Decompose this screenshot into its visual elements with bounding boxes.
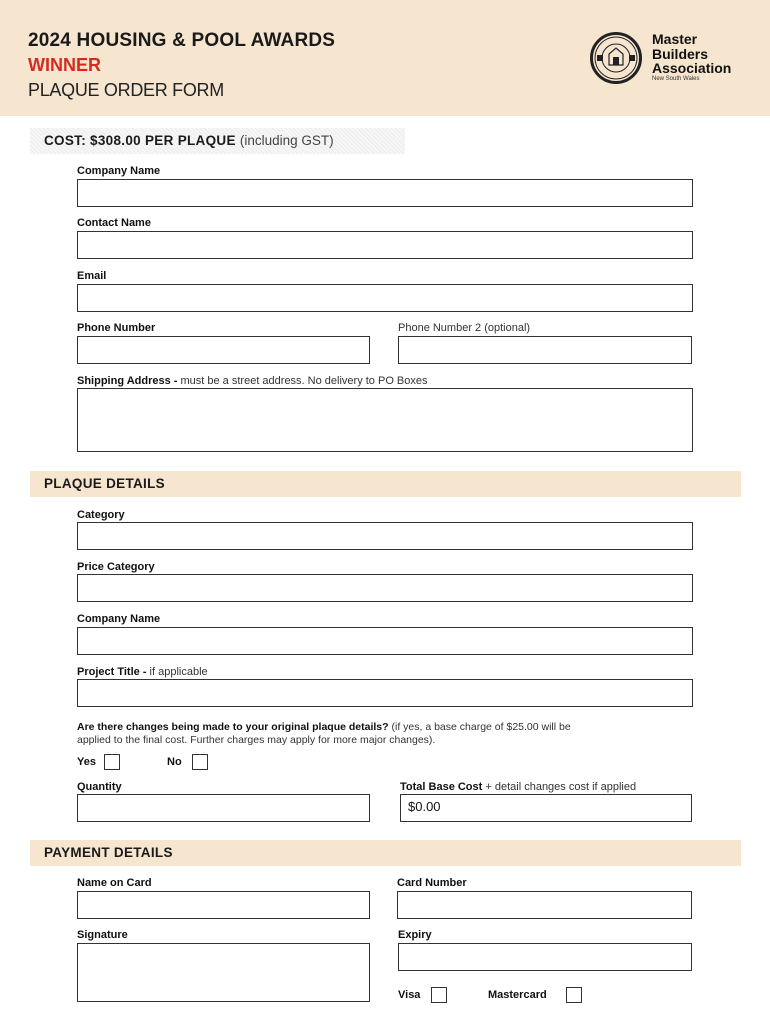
email-label: Email (77, 270, 107, 282)
mastercard-checkbox[interactable] (566, 987, 582, 1003)
project-title-note: if applicable (149, 666, 208, 678)
yes-label: Yes (77, 756, 96, 768)
visa-label: Visa (398, 989, 421, 1001)
project-title-label: Project Title - if applicable (77, 666, 208, 678)
winner-label: WINNER (28, 55, 101, 75)
phone2-label: Phone Number 2 (optional) (398, 322, 531, 334)
expiry-label: Expiry (398, 929, 432, 941)
name-on-card-input[interactable] (77, 891, 370, 919)
signature-label: Signature (77, 929, 128, 941)
name-on-card-label: Name on Card (77, 877, 152, 889)
card-number-label: Card Number (397, 877, 467, 889)
form-title: 2024 HOUSING & POOL AWARDS (28, 30, 336, 51)
email-input[interactable] (77, 284, 693, 312)
price-category-input[interactable] (77, 574, 693, 602)
shipping-note: must be a street address. No delivery to PO Boxes (180, 375, 428, 387)
no-label: No (167, 756, 182, 768)
category-label: Category (77, 509, 125, 521)
contact-name-label: Contact Name (77, 217, 151, 229)
signature-input[interactable] (77, 943, 370, 1002)
total-base-cost-field[interactable]: $0.00 (400, 794, 692, 822)
yes-checkbox[interactable] (104, 754, 120, 770)
cost-label: COST: $308.00 PER PLAQUE (44, 133, 236, 148)
payment-details-header (30, 840, 741, 866)
total-base-cost-label: Total Base Cost + detail changes cost if applied (400, 781, 637, 793)
shipping-label: Shipping Address - must be a street address. No delivery to PO Boxes (77, 375, 428, 387)
quantity-input[interactable] (77, 794, 370, 822)
mba-tagline: New South Wales (652, 76, 700, 82)
phone2-input[interactable] (398, 336, 692, 364)
quantity-label: Quantity (77, 781, 122, 793)
category-input[interactable] (77, 522, 693, 550)
project-title-input[interactable] (77, 679, 693, 707)
changes-question: Are there changes being made to your original plaque details? (if yes, a base charge of $25.00 will be applied to the final cost. Further charges may apply for more major changes). (77, 721, 571, 746)
company-name-label: Company Name (77, 165, 161, 177)
mba-logo-text: Master Builders Association (652, 31, 732, 76)
payment-details-heading: PAYMENT DETAILS (44, 845, 173, 860)
mba-seal-icon (590, 32, 642, 84)
plaque-details-header (30, 471, 741, 497)
card-number-input[interactable] (397, 891, 692, 919)
visa-checkbox[interactable] (431, 987, 447, 1003)
form-subtitle: PLAQUE ORDER FORM (28, 80, 224, 100)
no-checkbox[interactable] (192, 754, 208, 770)
mastercard-label: Mastercard (488, 989, 547, 1001)
contact-name-input[interactable] (77, 231, 693, 259)
plaque-company-name-label: Company Name (77, 613, 161, 625)
plaque-details-heading: PLAQUE DETAILS (44, 476, 165, 491)
expiry-input[interactable] (398, 943, 692, 971)
phone-label: Phone Number (77, 322, 156, 334)
total-note: + detail changes cost if applied (485, 781, 637, 793)
company-name-input[interactable] (77, 179, 693, 207)
price-category-label: Price Category (77, 561, 155, 573)
shipping-address-input[interactable] (77, 388, 693, 452)
plaque-company-name-input[interactable] (77, 627, 693, 655)
cost-bar (30, 128, 405, 154)
cost-note: (including GST) (239, 133, 334, 148)
phone-input[interactable] (77, 336, 370, 364)
